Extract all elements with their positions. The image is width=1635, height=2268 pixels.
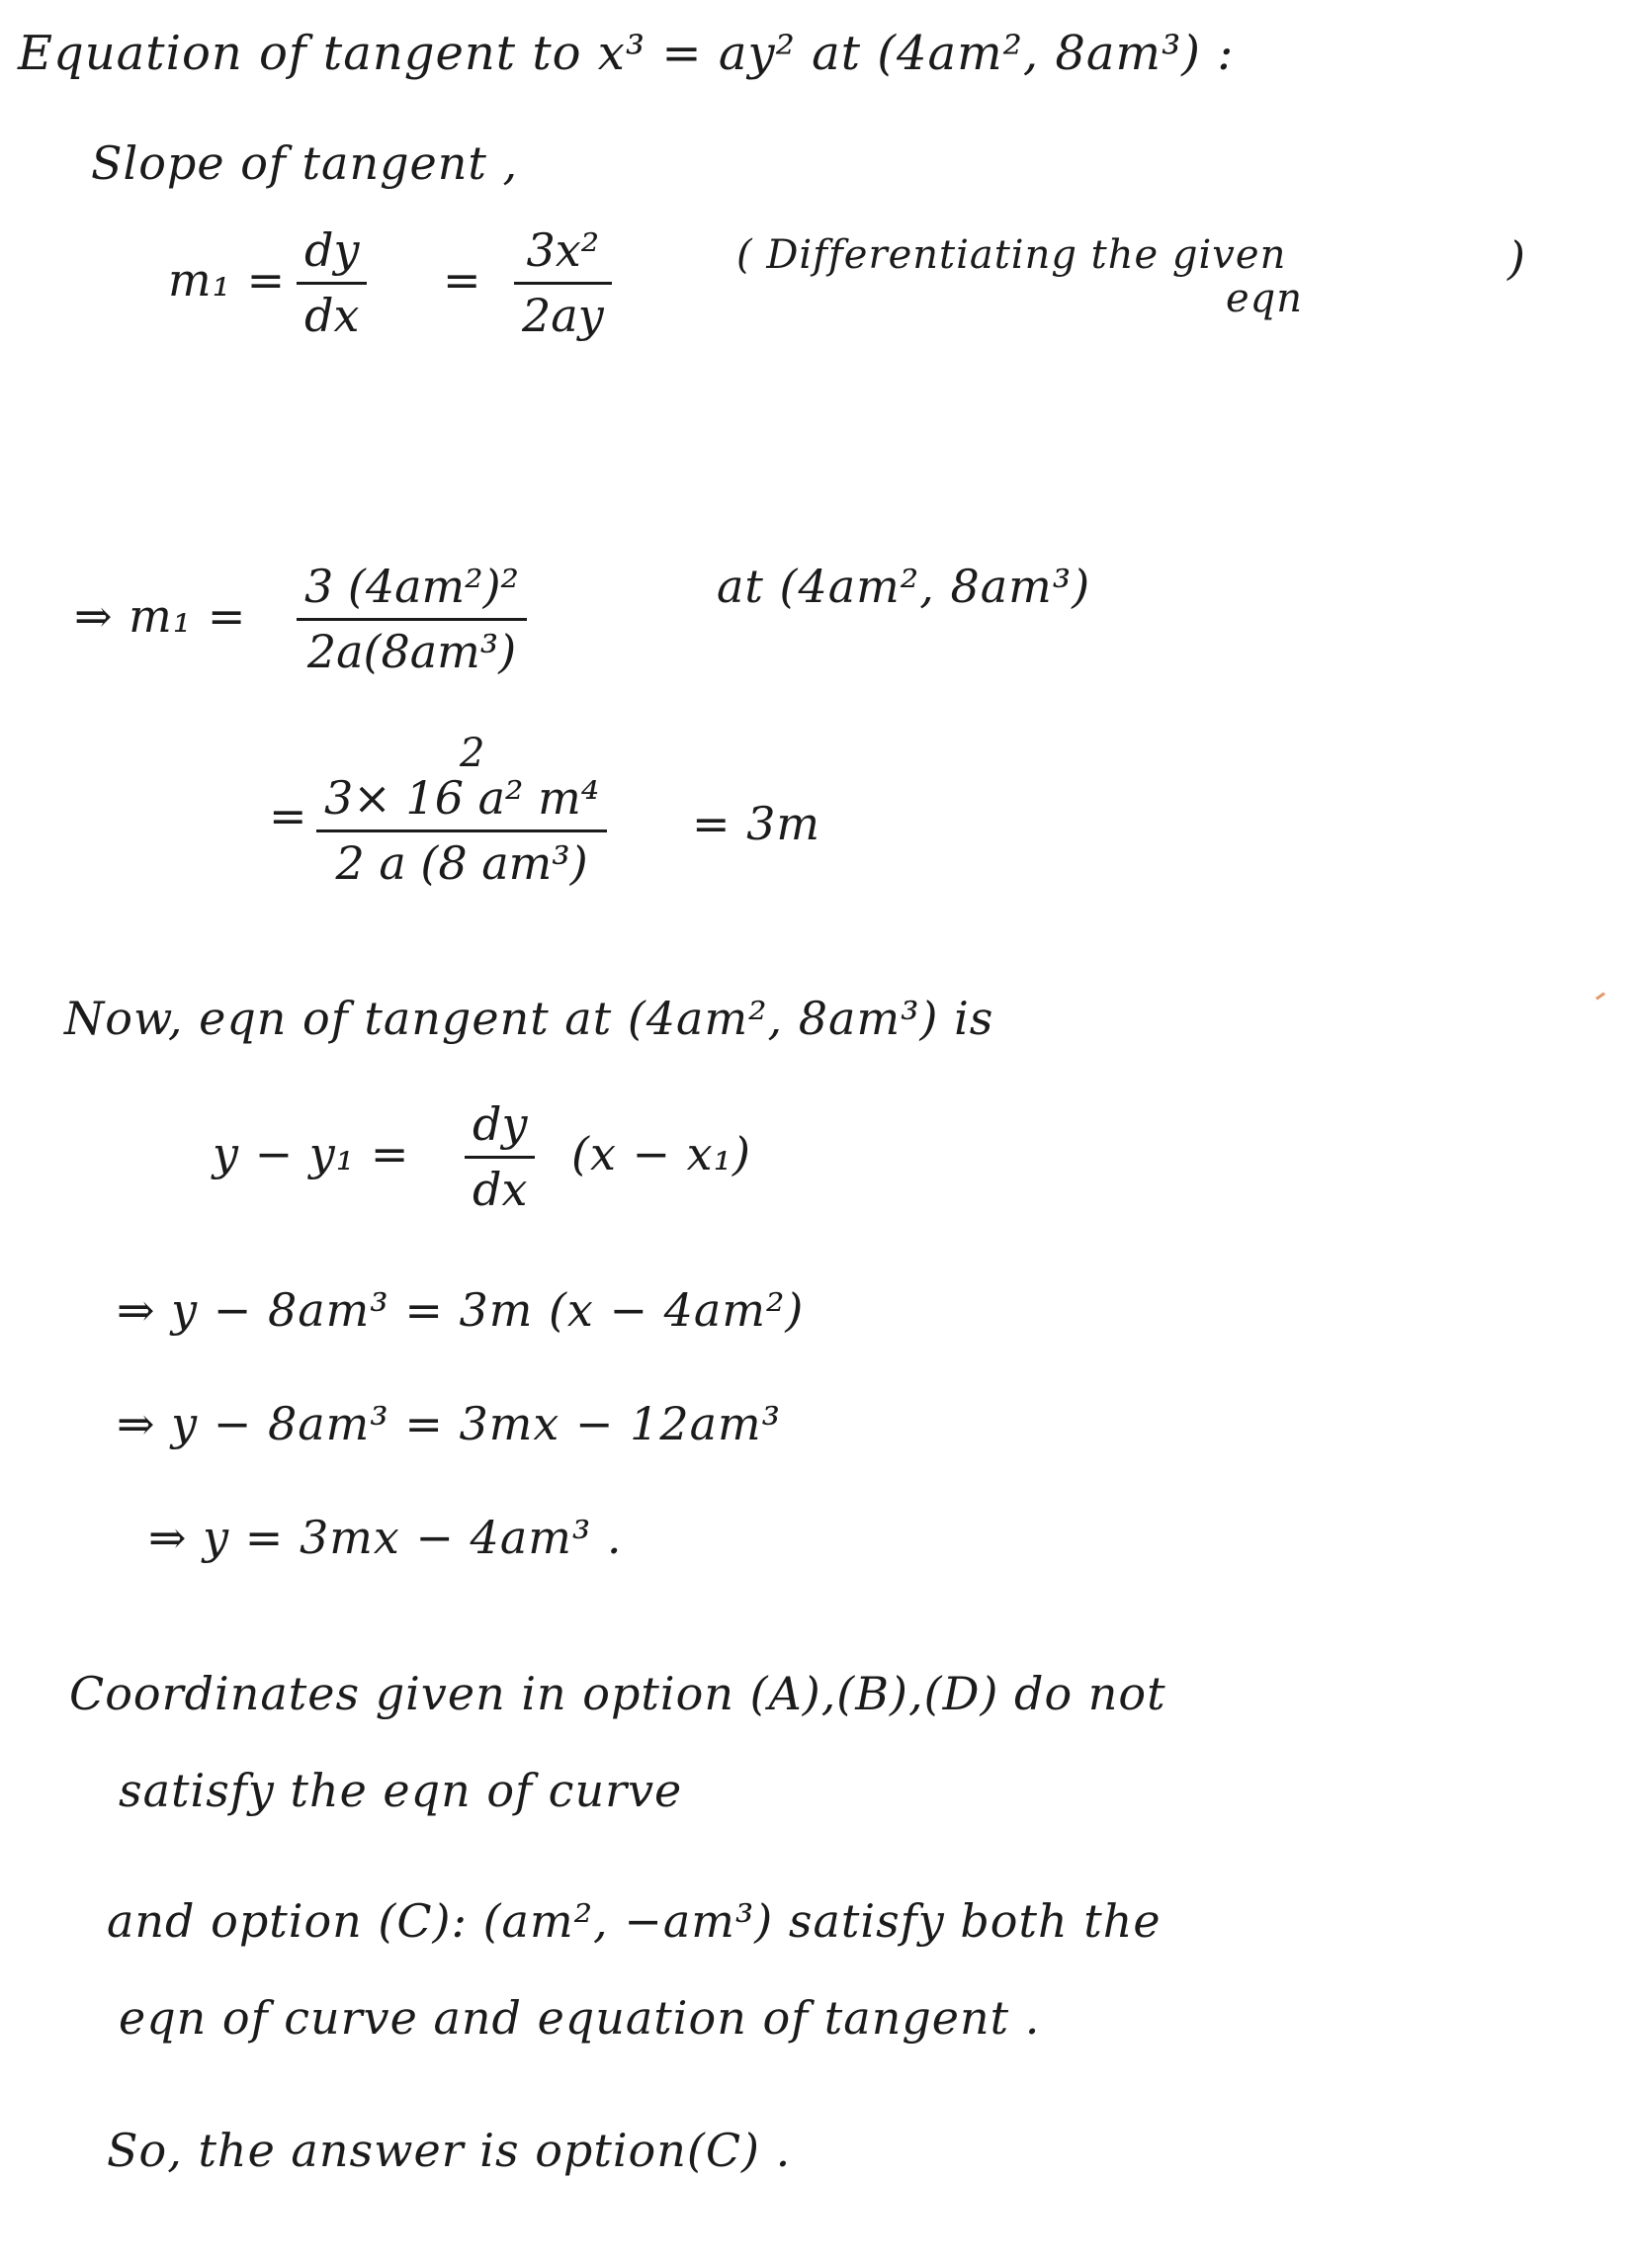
fraction-bar bbox=[297, 282, 367, 285]
dy-dx-fraction bbox=[297, 225, 367, 340]
differentiating-note: ( Differentiating the given bbox=[736, 232, 1287, 278]
fraction-bar bbox=[514, 282, 612, 285]
fraction-bar bbox=[465, 1156, 535, 1159]
fraction-numerator: 3× 16 a² m⁴ bbox=[324, 771, 600, 825]
fraction-bar bbox=[316, 829, 607, 832]
slope-sub-fraction bbox=[297, 562, 527, 676]
slope-lhs: m₁ = bbox=[168, 253, 287, 306]
fraction-denominator: 2a(8am³) bbox=[306, 624, 517, 678]
margin-tick-mark bbox=[1595, 992, 1605, 1000]
simplify-result: = 3m bbox=[692, 797, 821, 850]
derivation-step-2: ⇒ y − 8am³ = 3mx − 12am³ bbox=[117, 1397, 782, 1450]
derivation-step-1: ⇒ y − 8am³ = 3m (x − 4am²) bbox=[117, 1283, 805, 1337]
tangent-intro: Now, eqn of tangent at (4am², 8am³) is bbox=[64, 992, 994, 1045]
tangent-formula-fraction bbox=[465, 1099, 535, 1214]
conclusion-line-1: Coordinates given in option (A),(B),(D) do not bbox=[69, 1667, 1166, 1720]
equals-sign: = bbox=[443, 253, 482, 306]
differentiating-note-close: ) bbox=[1507, 231, 1526, 285]
fraction-denominator: 2 a (8 am³) bbox=[335, 835, 588, 890]
slope-sub-point: at (4am², 8am³) bbox=[717, 560, 1091, 613]
simplify-fraction bbox=[316, 773, 607, 888]
differentiating-note-eqn: eqn bbox=[1226, 276, 1304, 321]
cancel-mark: 2 bbox=[460, 731, 486, 776]
conclusion-line-3: and option (C): (am², −am³) satisfy both the bbox=[107, 1894, 1162, 1948]
fraction-bar bbox=[297, 618, 527, 621]
fraction-numerator: dy bbox=[473, 1097, 528, 1151]
derivative-fraction bbox=[514, 225, 612, 340]
fraction-numerator: 3x² bbox=[526, 223, 600, 277]
fraction-denominator: dx bbox=[304, 288, 360, 342]
tangent-formula-lhs: y − y₁ = bbox=[213, 1127, 410, 1180]
final-answer: So, the answer is option(C) . bbox=[107, 2124, 792, 2177]
slope-sub-lhs: ⇒ m₁ = bbox=[74, 589, 247, 643]
fraction-denominator: dx bbox=[473, 1162, 528, 1216]
slope-label: Slope of tangent , bbox=[91, 136, 519, 190]
heading: Equation of tangent to x³ = ay² at (4am², 8am³) : bbox=[18, 26, 1235, 81]
conclusion-line-4: eqn of curve and equation of tangent . bbox=[119, 1991, 1041, 2045]
fraction-numerator: dy bbox=[304, 223, 360, 277]
conclusion-line-2: satisfy the eqn of curve bbox=[119, 1764, 683, 1817]
tangent-formula-rhs: (x − x₁) bbox=[571, 1127, 752, 1180]
fraction-numerator: 3 (4am²)² bbox=[304, 560, 519, 613]
fraction-denominator: 2ay bbox=[522, 288, 604, 342]
simplify-equals: = bbox=[269, 789, 308, 842]
derivation-step-3: ⇒ y = 3mx − 4am³ . bbox=[148, 1511, 623, 1564]
